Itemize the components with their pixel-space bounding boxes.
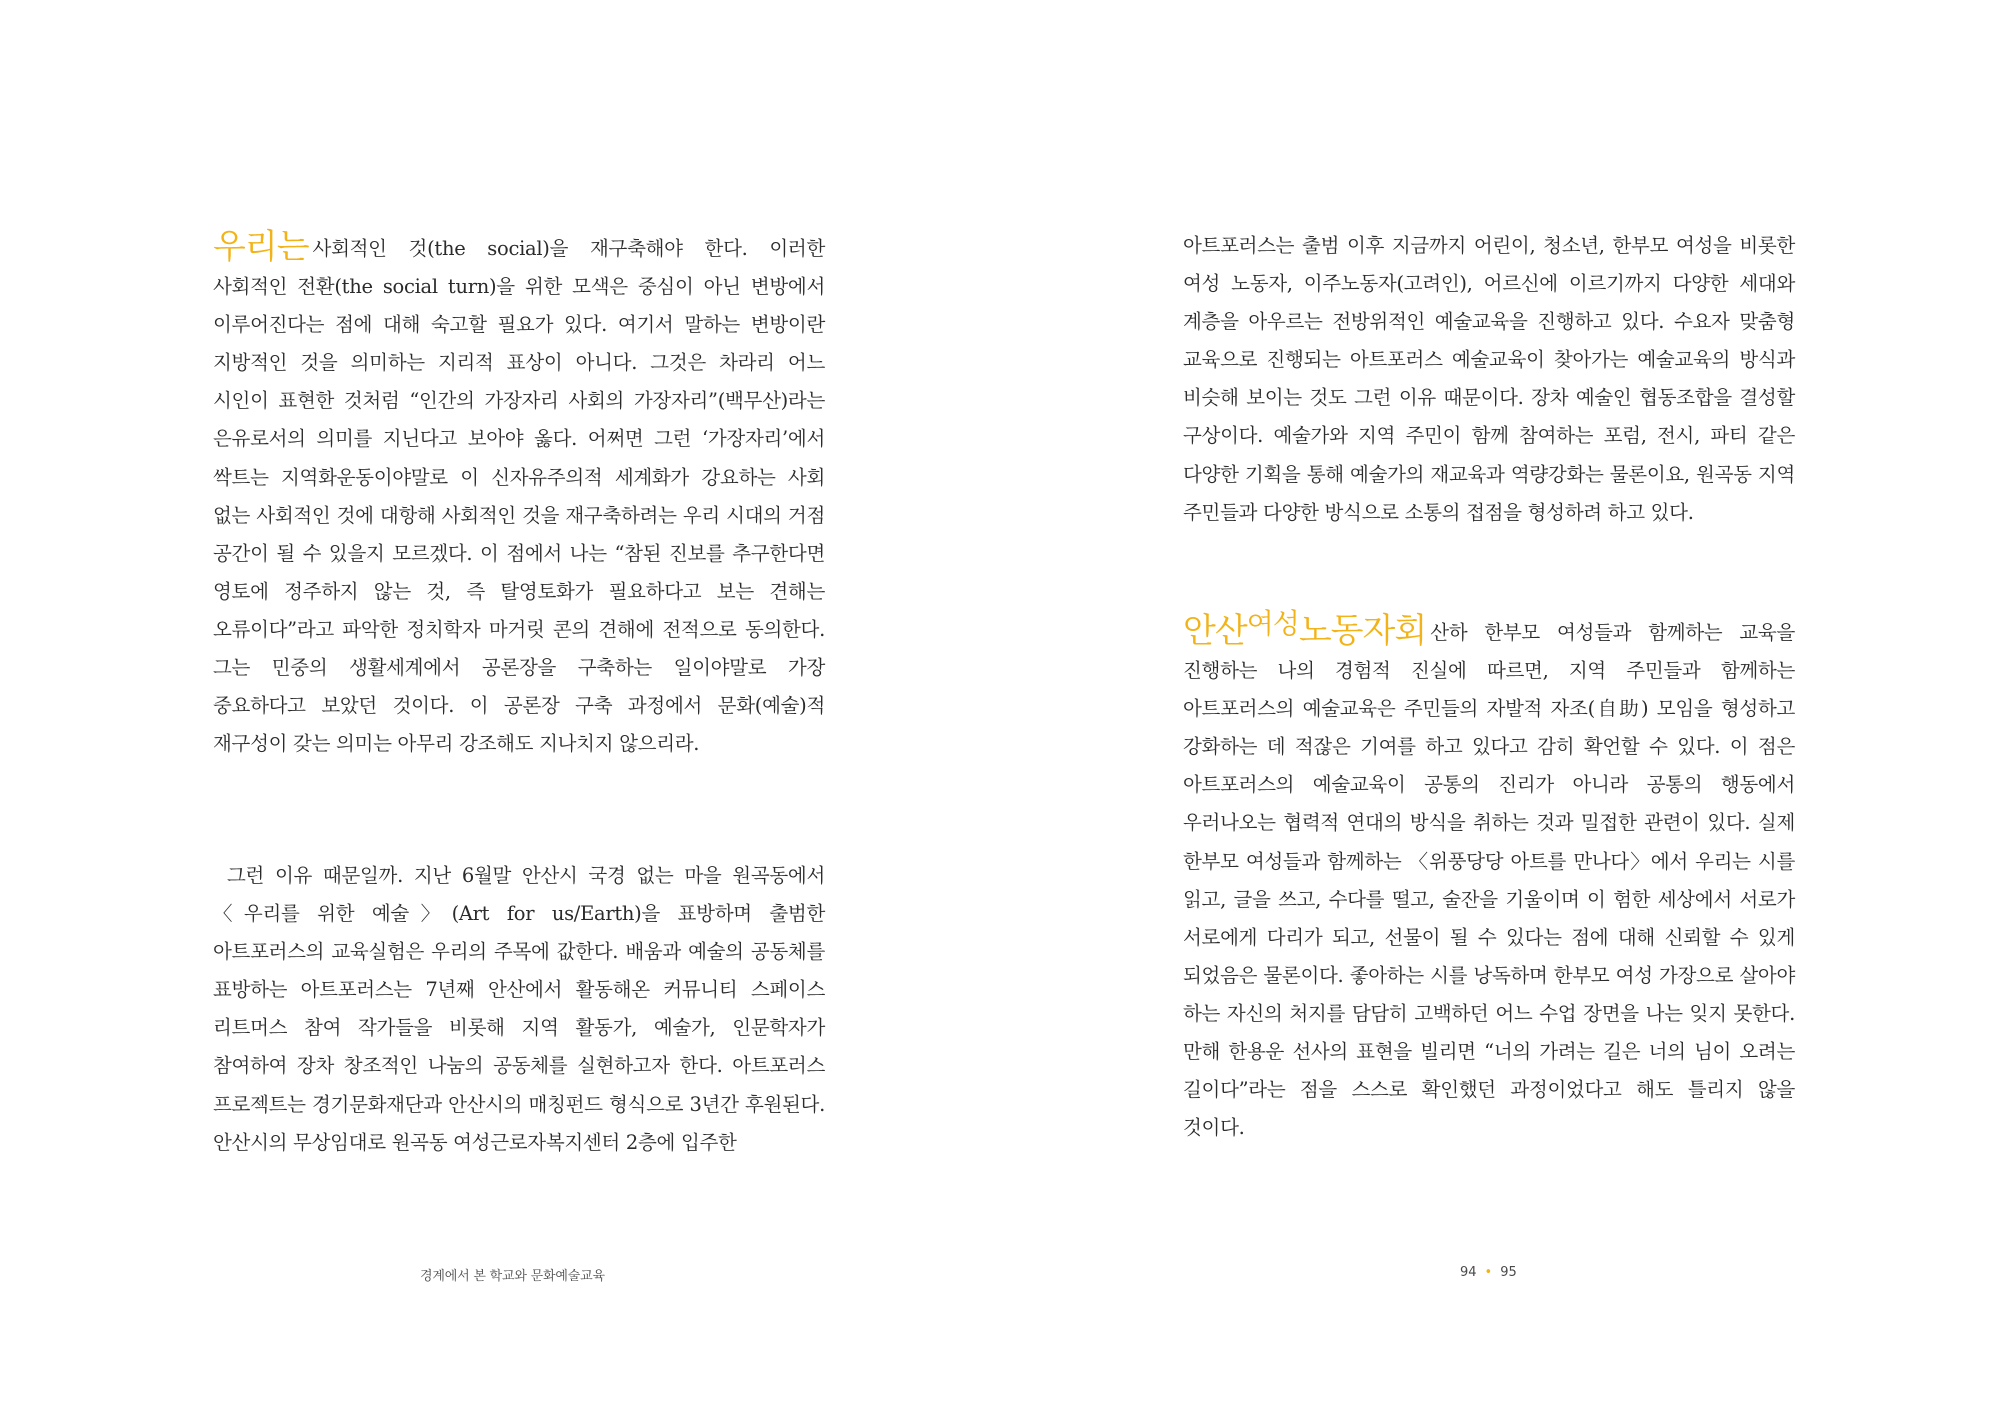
right-paragraph-2 — [1183, 607, 1796, 1147]
right-paragraph-1 — [1183, 227, 1795, 532]
right-paragraph-2-text: 산하 한부모 여성들과 함께하는 교육을 진행하는 나의 경험적 진실에 따르면, 지역 주민들과 함께하는 아트포러스의 예술교육은 주민들의 자발적 자조(自助) 모임을 형성하고 강화하는 데 적잖은 기여를 하고 있다고 감히 확언할 수 있다. 이 점은 아트포러스의 예술교육이 공통의 진리가 아니라 공통의 행동에서 우러나오는 협력적 연대의 방식을 취하는 것과 밀접한 관련이 있다. 실제 한부모 여성들과 함께하는 〈위풍당당 아트를 만나다〉에서 우리는 시를 읽고, 글을 쓰고, 수다를 떨고, 술잔을 기울이며 이 험한 세상에서 서로가 서로에게 다리가 되고, 선물이 될 수 있다는 점에 대해 신뢰할 수 있게 되었음은 물론이다. 좋아하는 시를 낭독하며 한부모 여성 가장으로 살아야 하는 자신의 처지를 담담히 고백하던 어느 수업 장면을 나는 잊지 못한다. 만해 한용운 선사의 표현을 빌리면 “너의 가려는 길은 너의 님이 오려는 길이다”라는 점을 스스로 확인했던 과정이었다고 해도 틀리지 않을 것이다. — [1183, 621, 1796, 1140]
page-number-right: 95 — [1500, 1265, 1517, 1280]
lead-part-3: 노동자회 — [1298, 611, 1427, 651]
page-number-left: 94 — [1460, 1265, 1477, 1280]
right-paragraph-1-text: 아트포러스는 출범 이후 지금까지 어린이, 청소년, 한부모 여성을 비롯한 여성 노동자, 이주노동자(고려인), 어르신에 이르기까지 다양한 세대와 계층을 아우르는 전방위적인 예술교육을 진행하고 있다. 수요자 맞춤형 교육으로 진행되는 아트포러스 예술교육이 찾아가는 예술교육의 방식과 비슷해 보이는 것도 그런 이유 때문이다. 장차 예술인 협동조합을 결성할 구상이다. 예술가와 지역 주민이 함께 참여하는 포럼, 전시, 파티 같은 다양한 기획을 통해 예술가의 재교육과 역량강화는 물론이요, 원곡동 지역 주민들과 다양한 방식으로 소통의 접점을 형성하려 하고 있다. — [1183, 234, 1795, 524]
left-paragraph-2-text: 그런 이유 때문일까. 지난 6월말 안산시 국경 없는 마을 원곡동에서 〈우리를 위한 예술〉(Art for us/Earth)을 표방하며 출범한 아트포러스의 교육실험은 우리의 주목에 값한다. 배움과 예술의 공동체를 표방하는 아트포러스는 7년째 안산에서 활동해온 커뮤니티 스페이스 리트머스 참여 작가들을 비롯해 지역 활동가, 예술가, 인문학자가 참여하여 장차 창조적인 나눔의 공동체를 실현하고자 한다. 아트포러스 프로젝트는 경기문화재단과 안산시의 매칭펀드 형식으로 3년간 후원된다. 안산시의 무상임대로 원곡동 여성근로자복지센터 2층에 입주한 — [213, 864, 825, 1154]
left-paragraph-2 — [213, 857, 825, 1162]
drop-lead-word: 우리는 — [213, 227, 309, 267]
running-footer-title: 경계에서 본 학교와 문화예술교육 — [420, 1269, 605, 1284]
page-numbers — [1460, 1265, 1517, 1280]
right-page — [1000, 0, 2000, 1413]
lead-part-1: 안산 — [1183, 611, 1247, 651]
left-paragraph-1-text: 사회적인 것(the social)을 재구축해야 한다. 이러한 사회적인 전환(the social turn)을 위한 모색은 중심이 아닌 변방에서 이루어진다는 점에 대해 숙고할 필요가 있다. 여기서 말하는 변방이란 지방적인 것을 의미하는 지리적 표상이 아니다. 그것은 차라리 어느 시인이 표현한 것처럼 “인간의 가장자리 사회의 가장자리”(백무산)라는 은유로서의 의미를 지닌다고 보아야 옳다. 어쩌면 그런 ‘가장자리’에서 싹트는 지역화운동이야말로 이 신자유주의적 세계화가 강요하는 사회 없는 사회적인 것에 대항해 사회적인 것을 재구축하려는 우리 시대의 거점 공간이 될 수 있을지 모르겠다. 이 점에서 나는 “참된 진보를 추구한다면 영토에 정주하지 않는 것, 즉 탈영토화가 필요하다고 보는 견해는 오류이다”라고 파악한 정치학자 마거릿 콘의 견해에 전적으로 동의한다. 그는 민중의 생활세계에서 공론장을 구축하는 일이야말로 가장 중요하다고 보았던 것이다. 이 공론장 구축 과정에서 문화(예술)적 재구성이 갖는 의미는 아무리 강조해도 지나치지 않으리라. — [213, 237, 825, 756]
page-separator-dot: • — [1484, 1265, 1493, 1280]
lead-part-2: 여성 — [1246, 607, 1299, 640]
left-paragraph-1 — [213, 227, 825, 763]
drop-lead-heading — [1183, 607, 1427, 651]
